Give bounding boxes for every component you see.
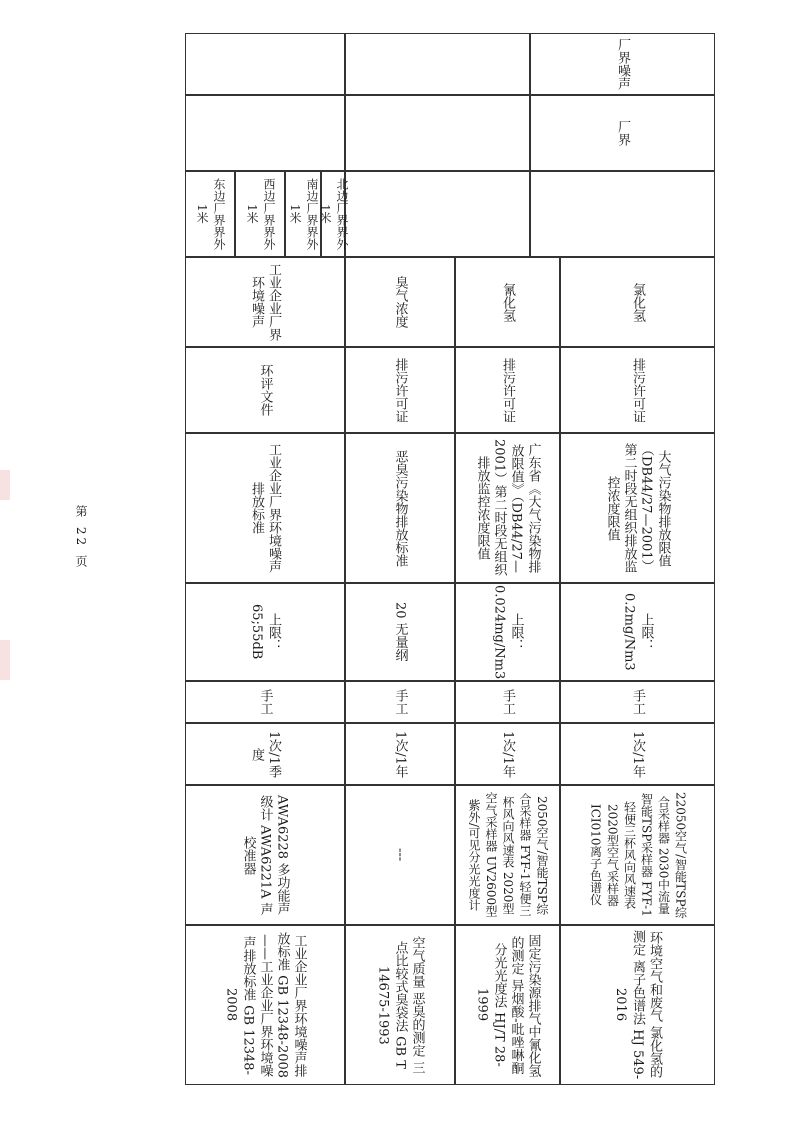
- odor-basis-text: 排污许可证: [392, 357, 408, 423]
- hcl-basis-text: 排污许可证: [630, 357, 645, 423]
- noise-limit: [185, 583, 345, 681]
- odor-instrument-text: ---: [392, 848, 408, 862]
- noise-standard: [185, 433, 345, 583]
- page-number: 第 22 页: [74, 505, 88, 570]
- noise-standard-text: 工业企业厂界环境噪声排放标准: [249, 443, 281, 573]
- hcl-instrument-text: 22050空气/智能TSP综合采样器 2030中流量智能TSP采样器 FYF-1轻便三杯风向风速表 2020型空气采样器 ICI010离子色谱仪: [588, 791, 688, 919]
- cell-boundary-mid: [345, 95, 530, 171]
- noise-method: [185, 925, 345, 1085]
- point-west-text: 西边厂界界外1米: [245, 178, 276, 250]
- noise-basis-text: 环评文件: [257, 364, 273, 416]
- hcl-mode: [560, 681, 715, 723]
- hcn-basis-text: 排污许可证: [500, 357, 515, 423]
- boundary-category-text: 厂界: [615, 120, 630, 146]
- odor-basis: [345, 347, 455, 433]
- hcl-instrument: [560, 785, 715, 925]
- odor-standard: [345, 433, 455, 583]
- odor-item: [345, 257, 455, 347]
- hcl-limit: [560, 583, 715, 681]
- cell-boundary-blank: [185, 95, 345, 171]
- cell-noise-category: [530, 33, 715, 95]
- odor-mode-text: 手工: [392, 689, 408, 715]
- hcn-limit-text: 上限：0.024mg/Nm3: [491, 584, 524, 680]
- hcn-frequency: [455, 723, 560, 785]
- odor-frequency: [345, 723, 455, 785]
- red-stamp-edge: [0, 470, 10, 500]
- hcl-basis: [560, 347, 715, 433]
- noise-basis: [185, 347, 345, 433]
- odor-item-text: 臭气浓度: [392, 276, 408, 328]
- noise-instrument-text: AWA6228 多功能声级计 AWA6221A 声校准器: [240, 794, 290, 916]
- hcl-method: [560, 925, 715, 1085]
- odor-method: [345, 925, 455, 1085]
- odor-frequency-text: 1次/1年: [392, 730, 408, 778]
- noise-item-text: 工业企业厂界环境噪声: [249, 263, 281, 341]
- hcn-method: [455, 925, 560, 1085]
- point-west: [235, 171, 285, 257]
- point-east: [185, 171, 235, 257]
- hcl-mode-text: 手工: [630, 689, 645, 715]
- odor-instrument: [345, 785, 455, 925]
- hcl-frequency: [560, 723, 715, 785]
- hcl-item-text: 氯化氢: [630, 282, 645, 322]
- hcn-standard-text: 广东省《大气污染物排放限值》（DB44/27—2001）第二时段无组织排放监控浓度限值: [474, 439, 541, 577]
- point-north-text: 北边厂界界外1米: [318, 178, 349, 250]
- hcn-standard: [455, 433, 560, 583]
- hcl-limit-text: 上限：0.2mg/Nm3: [621, 593, 654, 671]
- point-east-text: 东边厂界界外1米: [195, 178, 226, 250]
- odor-limit-text: 20 无量纲: [392, 602, 408, 662]
- noise-category-text: 厂界噪声: [615, 38, 630, 90]
- monitoring-table: [185, 33, 715, 1085]
- noise-frequency-text: 1次/1季度: [249, 730, 281, 778]
- hcl-item: [560, 257, 715, 347]
- cell-noise-blank: [185, 33, 345, 95]
- hcn-limit: [455, 583, 560, 681]
- point-north: [318, 171, 349, 257]
- hcn-item-text: 氰化氢: [500, 282, 515, 322]
- cell-noise-blank-a: [530, 95, 715, 171]
- hcl-standard: [560, 433, 715, 583]
- red-stamp-edge-lower: [0, 640, 10, 680]
- odor-standard-text: 恶臭污染物排放标准: [392, 449, 408, 567]
- odor-limit: [345, 583, 455, 681]
- noise-method-text: 工业企业厂界环境噪声排放标准 GB 12348-2008——工业企业厂界环境噪声排放标准 GB 12348-2008: [223, 931, 307, 1079]
- hcn-frequency-text: 1次/1年: [500, 730, 515, 778]
- noise-limit-text: 上限：65;55dB: [249, 604, 281, 660]
- noise-frequency: [185, 723, 345, 785]
- cell-points: [530, 171, 715, 257]
- hcl-standard-text: 大气污染物排放限值（DB44/27—2001）第二时段无组织排放监控浓度限值: [604, 443, 671, 573]
- hcn-basis: [455, 347, 560, 433]
- hcl-method-text: 环境空气和废气 氯化氢的测定 离子色谱法 HJ 549-2016: [613, 930, 662, 1080]
- noise-mode-text: 手工: [257, 689, 273, 715]
- point-south-text: 南边厂界界外1米: [288, 178, 319, 250]
- point-south: [285, 171, 321, 257]
- noise-item: [185, 257, 345, 347]
- hcn-item: [455, 257, 560, 347]
- noise-mode: [185, 681, 345, 723]
- noise-instrument: [185, 785, 345, 925]
- hcn-method-text: 固定污染源排气中氰化氢的测定 异烟酸-吡唑啉酮分光光度法 HJ/T 28-1999: [474, 933, 541, 1077]
- cell-points-mid: [345, 171, 530, 257]
- cell-noise-mid: [345, 33, 530, 95]
- hcn-instrument: [455, 785, 560, 925]
- hcn-instrument-text: 2050空气/智能TSP综合采样器 FYF-1轻便三杯风向风速表 2020型空气采样器 UV2600型紫外/可见分光光度计: [467, 792, 549, 918]
- odor-method-text: 空气质量 恶臭的测定 三点比较式臭袋法 GB T 14675-1993: [375, 935, 425, 1075]
- hcl-frequency-text: 1次/1年: [630, 730, 645, 778]
- odor-mode: [345, 681, 455, 723]
- hcn-mode: [455, 681, 560, 723]
- hcn-mode-text: 手工: [500, 689, 515, 715]
